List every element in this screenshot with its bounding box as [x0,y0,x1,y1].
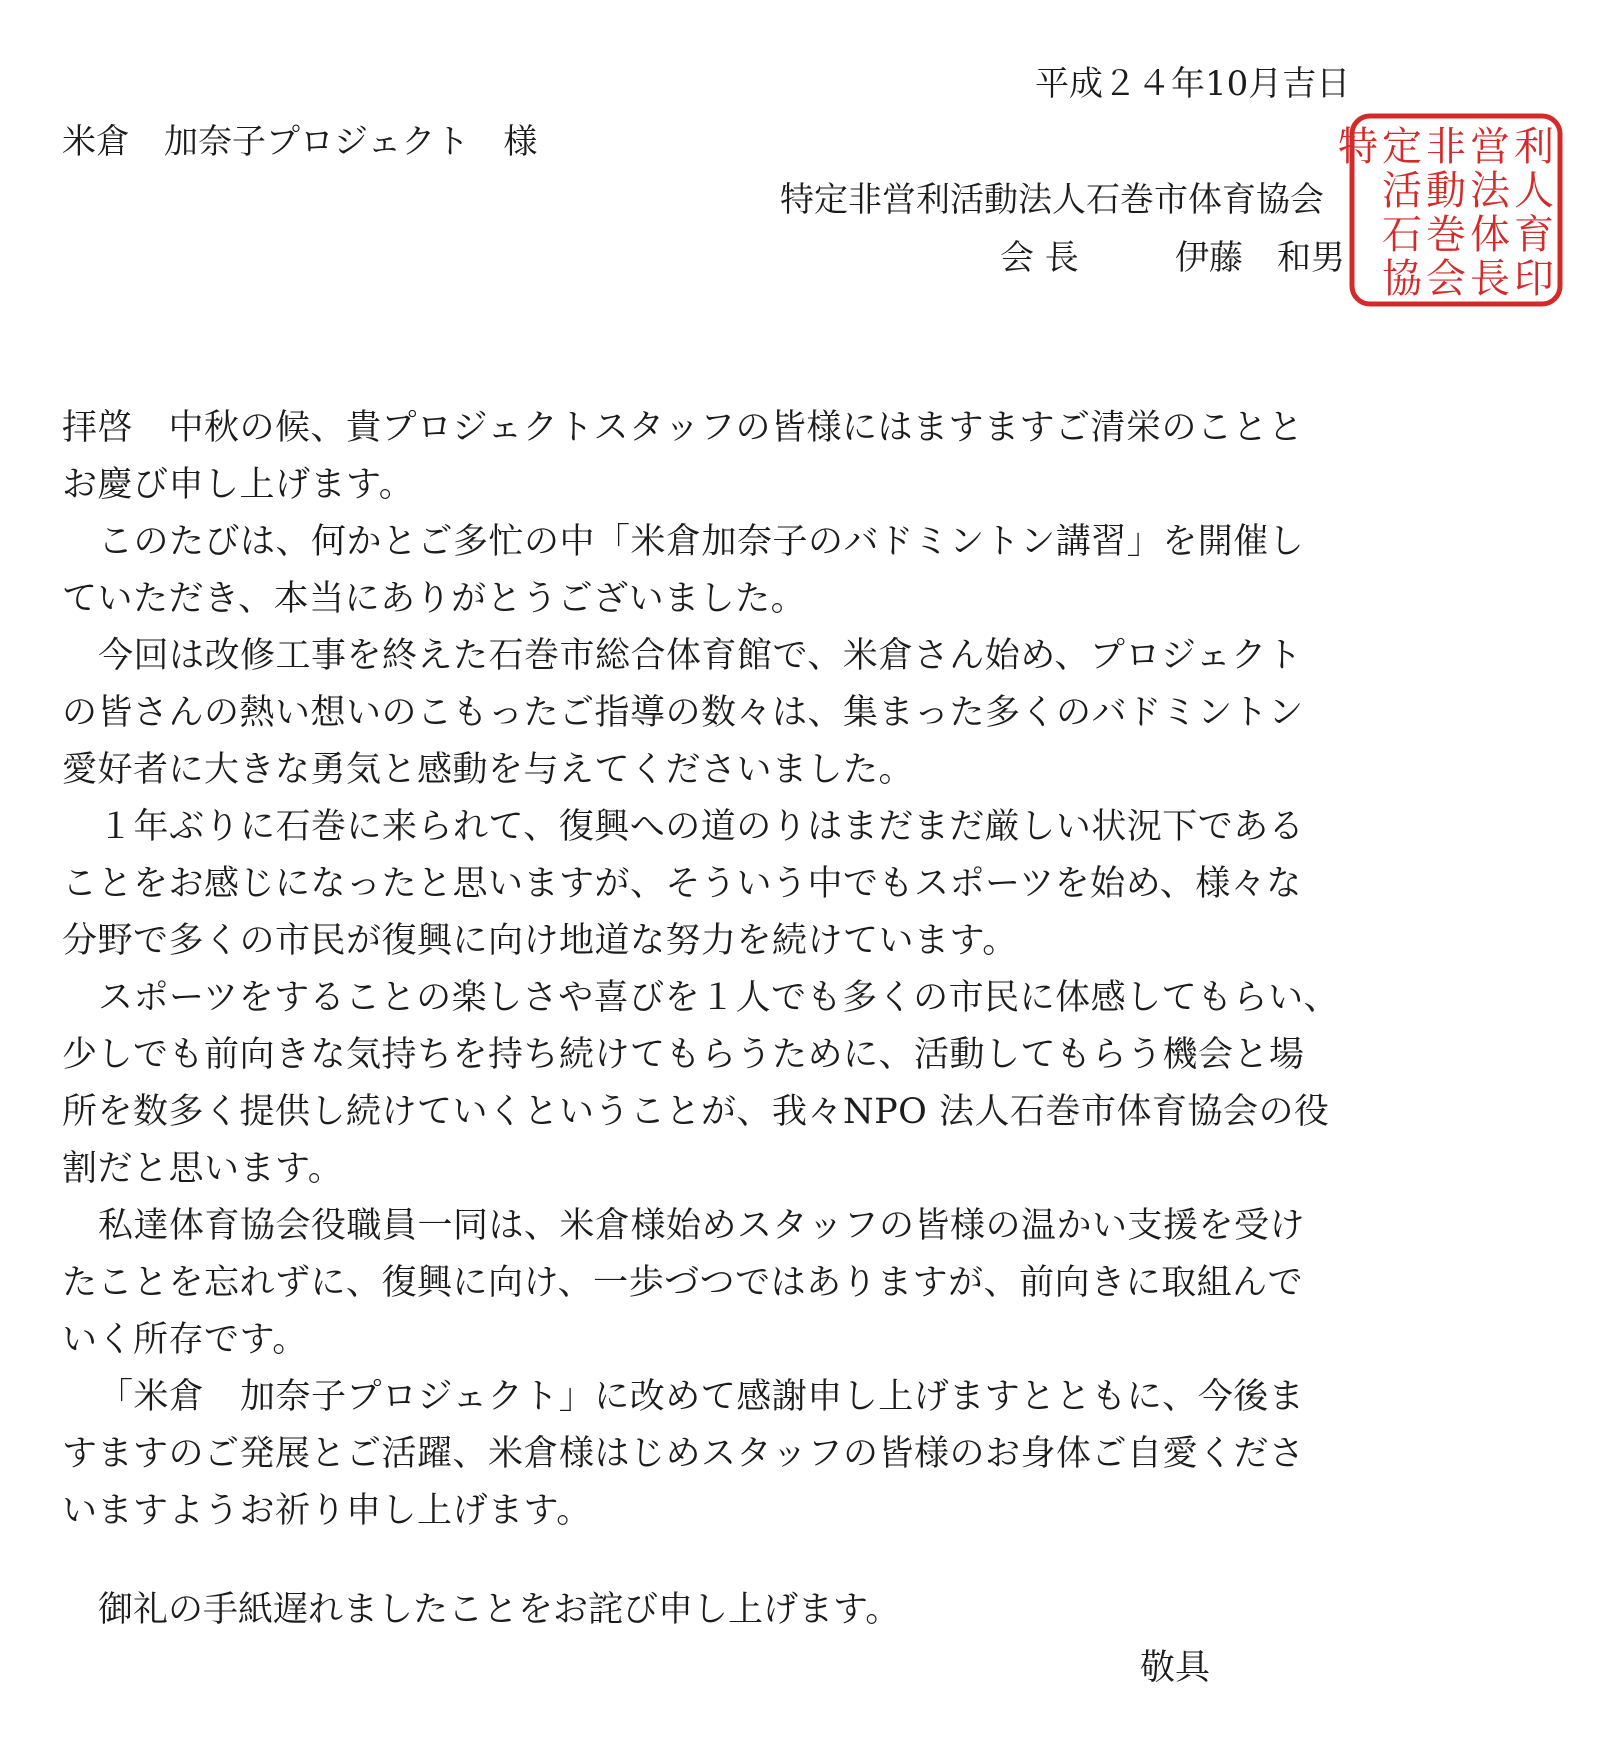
body-line: いますようお祈り申し上げます。 [62,1491,592,1531]
seal-character: 会 [1426,256,1466,302]
seal-character: 動 [1426,168,1466,214]
seal-character: 定 [1382,124,1422,170]
body-line: 今回は改修工事を終えた石巻市総合体育館で、米倉さん始め、プロジェクト [98,636,1303,676]
body-line: ことをお感じになったと思いますが、そういう中でもスポーツを始め、様々な [62,864,1302,904]
seal-character: 印 [1514,256,1554,302]
seal-character: 法 [1470,168,1510,214]
seal-character: 長 [1470,256,1510,302]
seal-character: 体 [1470,212,1510,258]
body-line: お慶び申し上げます。 [62,465,415,505]
letter-date: 平成２４年10月吉日 [1035,64,1351,104]
sender-title: 会 長 [1000,238,1079,278]
seal-character: 非 [1426,124,1466,170]
addressee: 米倉 加奈子プロジェクト 様 [62,122,538,162]
body-line: 私達体育協会役職員一同は、米倉様始めスタッフの皆様の温かい支援を受け [98,1206,1306,1246]
body-line: 割だと思います。 [62,1149,344,1189]
body-line: 所を数多く提供し続けていくということが、我々NPO 法人石巻市体育協会の役 [62,1092,1330,1132]
body-line: 分野で多くの市民が復興に向け地道な努力を続けています。 [62,921,1018,961]
body-line: たことを忘れずに、復興に向け、一歩づつではありますが、前向きに取組んで [62,1263,1304,1303]
body-line: すますのご発展とご活躍、米倉様はじめスタッフの皆様のお身体ご自愛くださ [62,1434,1305,1474]
seal-character: 育 [1514,212,1554,258]
body-line: 愛好者に大きな勇気と感動を与えてくださいました。 [62,750,915,790]
body-line: ていただき、本当にありがとうございました。 [62,579,807,619]
seal-character: 特 [1338,124,1378,170]
closing-note: 御礼の手紙遅れましたことをお詫び申し上げます。 [98,1590,901,1630]
sender-organization: 特定非営利活動法人石巻市体育協会 [780,180,1324,220]
seal-character: 協 [1382,256,1422,302]
seal-character: 石 [1382,212,1422,258]
body-line: 少しでも前向きな気持ちを持ち続けてもらうために、活動してもらう機会と場 [62,1035,1305,1075]
closing-keigu: 敬具 [1140,1648,1211,1688]
body-line: スポーツをすることの楽しさや喜びを１人でも多くの市民に体感してもらい、 [98,978,1340,1018]
body-line: 拝啓 中秋の候、貴プロジェクトスタッフの皆様にはますますご清栄のことと [62,408,1304,448]
body-line: このたびは、何かとご多忙の中「米倉加奈子のバドミントン講習」を開催し [98,522,1305,562]
seal-character: 人 [1514,168,1554,214]
sender-name: 伊藤 和男 [1175,238,1345,278]
official-seal-stamp [1338,112,1564,308]
body-line: １年ぶりに石巻に来られて、復興への道のりはまだまだ厳しい状況下である [98,807,1305,847]
body-line: の皆さんの熱い想いのこもったご指導の数々は、集まった多くのバドミントン [62,693,1304,733]
letter-body [62,400,1422,1540]
body-line: 「米倉 加奈子プロジェクト」に改めて感謝申し上げますとともに、今後ま [98,1377,1305,1417]
seal-character: 営 [1470,124,1510,170]
seal-character: 巻 [1426,212,1466,258]
seal-character: 利 [1514,124,1554,170]
seal-character: 活 [1382,168,1422,214]
body-line: いく所存です。 [62,1320,308,1360]
